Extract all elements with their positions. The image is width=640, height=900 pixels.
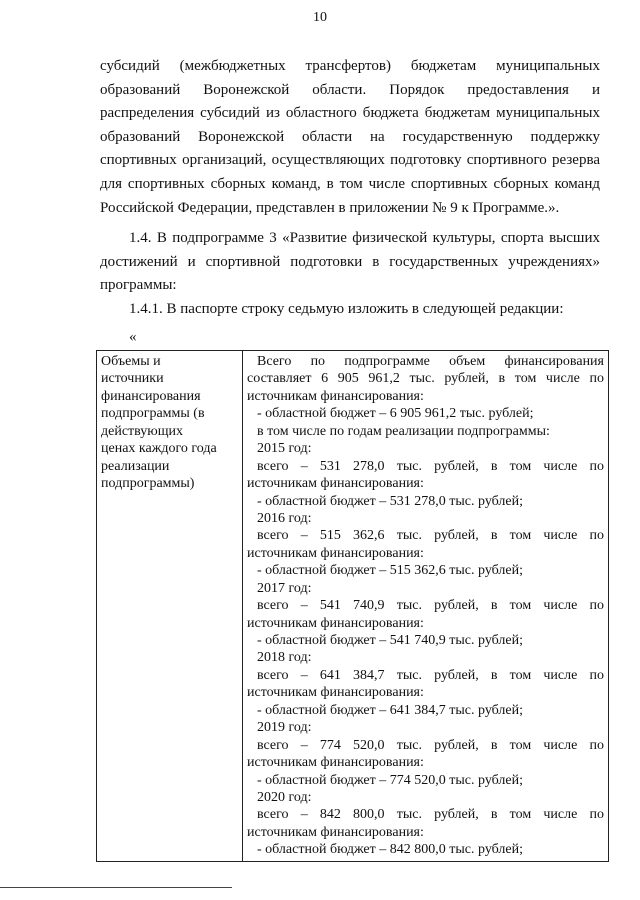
- value-line: всего – 541 740,9 тыс. рублей, в том числе по: [257, 598, 604, 614]
- paragraph-passport-row: 1.4.1. В паспорте строку седьмую изложить в следующей редакции:: [129, 301, 564, 317]
- value-line: составляет 6 905 961,2 тыс. рублей, в том числе по: [247, 371, 604, 387]
- value-line: 2017 год:: [257, 580, 312, 596]
- text-line: распределения субсидий из областного бюджета бюджетам муниципальных: [100, 105, 600, 122]
- value-line: - областной бюджет – 541 740,9 тыс. рублей;: [257, 633, 523, 648]
- text-line: образований Воронежской области. Порядок предоставления и: [100, 81, 600, 98]
- value-line: 2018 год:: [257, 650, 312, 666]
- opening-quote-mark: «: [129, 329, 137, 345]
- text-line: образований Воронежской области на государственную поддержку: [100, 128, 600, 145]
- value-line: всего – 842 800,0 тыс. рублей, в том числе по: [257, 807, 604, 823]
- table-row: [97, 351, 609, 862]
- text-line: спортивных организаций, осуществляющих подготовку спортивного резерва: [100, 152, 600, 169]
- label-line: Объемы и: [101, 354, 161, 369]
- value-line: 2016 год:: [257, 510, 312, 526]
- value-line: 2015 год:: [257, 441, 312, 457]
- value-line: - областной бюджет – 641 384,7 тыс. рублей;: [257, 702, 523, 718]
- value-line: всего – 774 520,0 тыс. рублей, в том числе по: [257, 737, 604, 753]
- paragraph-subsidies: [100, 55, 600, 220]
- value-line: источникам финансирования:: [247, 388, 424, 404]
- label-line: действующих: [101, 423, 184, 439]
- value-line: всего – 515 362,6 тыс. рублей, в том числе по: [257, 528, 604, 544]
- label-line: финансирования: [101, 388, 201, 404]
- text-line: программы:: [100, 277, 177, 294]
- value-line: в том числе по годам реализации подпрограммы:: [257, 423, 550, 439]
- value-line: источникам финансирования:: [247, 476, 424, 492]
- label-line: ценах каждого года: [101, 441, 217, 457]
- row-label-cell: [97, 351, 243, 862]
- label-line: реализации: [101, 458, 170, 474]
- footnote-divider: [0, 887, 232, 888]
- value-line: - областной бюджет – 774 520,0 тыс. рублей;: [257, 772, 523, 788]
- page-number: 10: [313, 10, 327, 25]
- text-line: достижений и спортивной подготовки в государственных учреждениях»: [100, 253, 600, 270]
- paragraph-subprogram-3: [100, 227, 600, 298]
- value-line: - областной бюджет – 531 278,0 тыс. рублей;: [257, 493, 523, 509]
- text-line: Российской Федерации, представлен в приложении № 9 к Программе.».: [100, 199, 560, 216]
- row-value-cell: [243, 351, 609, 862]
- value-line: - областной бюджет – 842 800,0 тыс. рублей;: [257, 842, 523, 858]
- value-line: 2020 год:: [257, 789, 312, 805]
- value-line: источникам финансирования:: [247, 824, 424, 840]
- value-line: - областной бюджет – 515 362,6 тыс. рублей;: [257, 563, 523, 579]
- value-line: источникам финансирования:: [247, 615, 424, 631]
- label-line: источники: [101, 371, 164, 387]
- text-line: субсидий (межбюджетных трансфертов) бюджетам муниципальных: [100, 58, 600, 74]
- text-line: 1.4. В подпрограмме 3 «Развитие физической культуры, спорта высших: [129, 230, 600, 246]
- value-line: источникам финансирования:: [247, 755, 424, 771]
- label-line: подпрограммы): [101, 476, 195, 492]
- value-line: всего – 531 278,0 тыс. рублей, в том числе по: [257, 458, 604, 474]
- label-line: подпрограммы (в: [101, 406, 205, 422]
- value-line: всего – 641 384,7 тыс. рублей, в том числе по: [257, 667, 604, 683]
- value-line: - областной бюджет – 6 905 961,2 тыс. рублей;: [257, 406, 534, 422]
- value-line: 2019 год:: [257, 720, 312, 736]
- passport-table: [96, 350, 609, 862]
- value-line: источникам финансирования:: [247, 685, 424, 701]
- value-line: Всего по подпрограмме объем финансирования: [257, 354, 604, 369]
- value-line: источникам финансирования:: [247, 545, 424, 561]
- text-line: для спортивных сборных команд, в том числе спортивных сборных команд: [100, 175, 600, 192]
